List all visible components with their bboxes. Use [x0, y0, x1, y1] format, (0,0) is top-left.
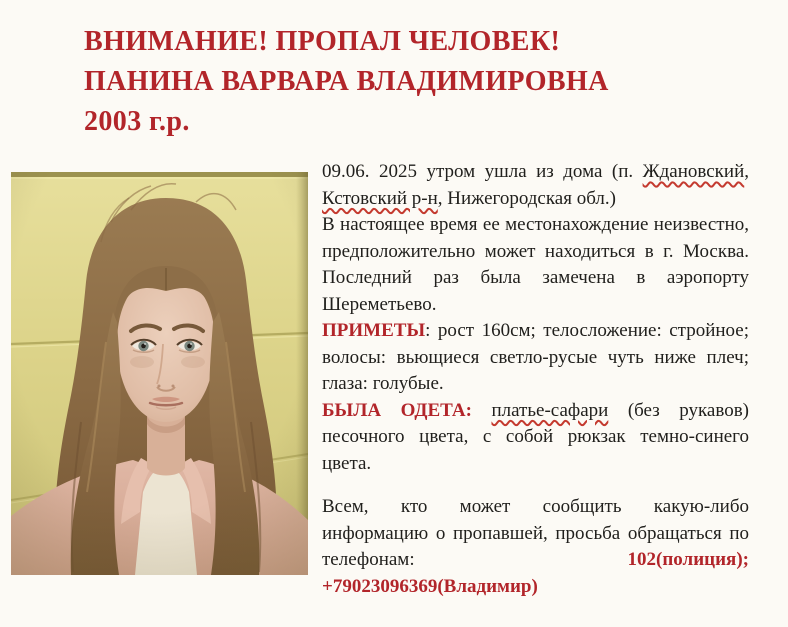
paragraph-disappearance: [322, 159, 749, 212]
text-segment: (без рукавов) песочного цвета, с собой рюкзак темно-синего цвета.: [322, 399, 749, 474]
text-segment: ,: [744, 161, 749, 182]
paragraph-contacts: [322, 494, 749, 600]
text-segment: Всем, кто может сообщить какую-либо информацию о пропавшей, просьба обращаться по телефонам:: [322, 496, 749, 570]
text-segment: :: [425, 320, 438, 341]
photo-vignette: [11, 172, 308, 575]
primety-text: рост 160см; телосложение: стройное; волосы: вьющиеся светло-русые чуть ниже плеч; глаза: голубые.: [322, 320, 749, 394]
phone-vladimir: +79023096369(Владимир): [322, 575, 538, 597]
paragraph-clothing: [322, 398, 749, 478]
text-segment: , Нижегородская обл.): [437, 187, 616, 209]
phone-police: 102(полиция);: [627, 549, 749, 570]
clothing-label: БЫЛА ОДЕТА:: [322, 399, 472, 421]
misspelled-word-dress: платье-сафари: [491, 399, 609, 421]
primety-label: ПРИМЕТЫ: [322, 320, 426, 341]
misspelled-word-kstovsky: Кстовский р-н: [322, 187, 438, 209]
header-name-line: ПАНИНА ВАРВАРА ВЛАДИМИРОВНА: [84, 66, 609, 97]
portrait-illustration: [11, 172, 308, 575]
text-segment: 09.06. 2025 утром ушла из дома (п.: [322, 161, 643, 182]
header-attention-line: ВНИМАНИЕ! ПРОПАЛ ЧЕЛОВЕК!: [84, 26, 561, 57]
poster-header: [84, 22, 609, 142]
paragraph-whereabouts: В настоящее время ее местонахождение неизвестно, предположительно может находиться в г. Москва. Последний раз была замечена в аэропорту Шереметьево.: [322, 214, 749, 315]
text-segment: [472, 400, 492, 421]
paragraph-primety: [322, 318, 749, 398]
missing-person-photo: [11, 172, 308, 575]
details-column: [322, 159, 749, 600]
header-birthyear-line: 2003 г.р.: [84, 106, 190, 137]
misspelled-word-zhdanovsky: Ждановский: [642, 161, 745, 182]
